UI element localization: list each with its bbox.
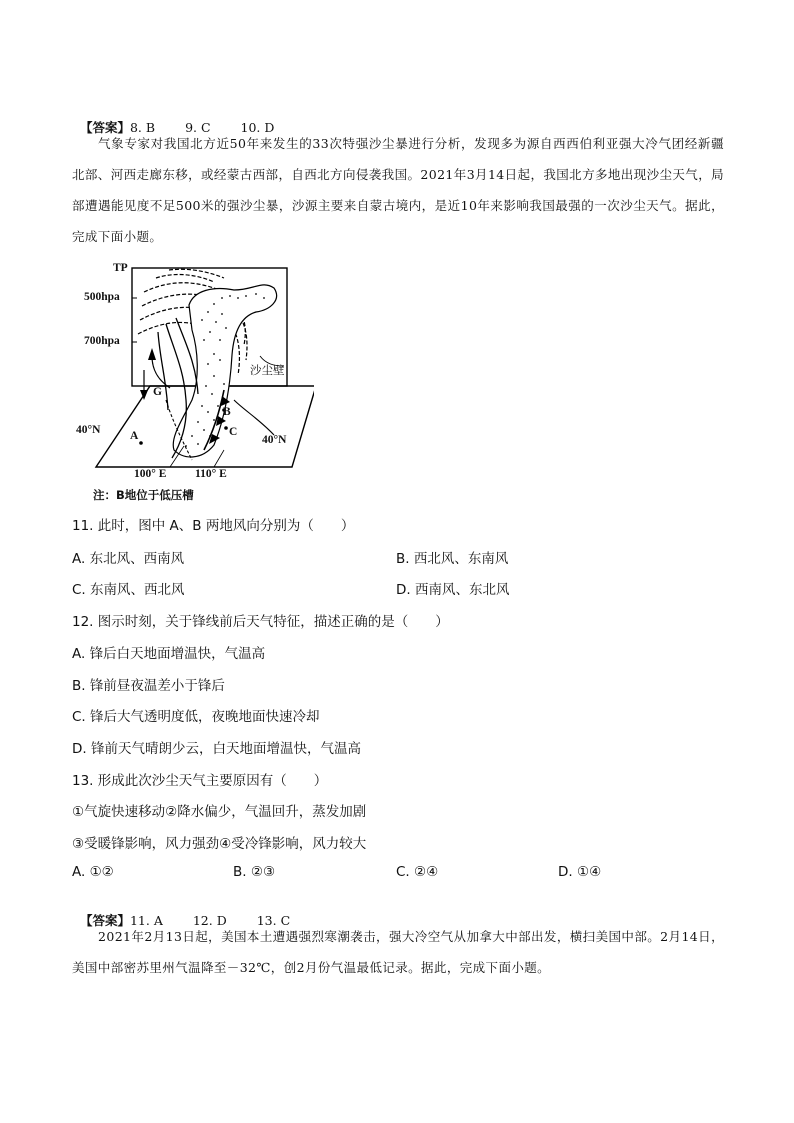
figure-note: 注：B地位于低压槽 — [93, 488, 194, 502]
label-tp: TP — [113, 262, 128, 274]
q13-option-a: A. ①② — [72, 864, 114, 880]
weather-figure — [74, 260, 314, 485]
q11-option-a: A. 东北风、西南风 — [72, 551, 185, 567]
label-700hpa: 700hpa — [84, 335, 120, 347]
label-c: C — [229, 426, 238, 438]
answer-label: 【答案】 — [79, 120, 130, 135]
q13-option-c: C. ②④ — [396, 864, 439, 880]
label-g: G — [153, 386, 162, 398]
question-11-stem: 11. 此时，图中 A、B 两地风向分别为（ ） — [72, 518, 355, 534]
answer-item: 9. C — [185, 120, 211, 135]
label-a: A — [130, 430, 139, 442]
q12-option-c: C. 锋后大气透明度低，夜晚地面快速冷却 — [72, 709, 320, 725]
question-13-stem: 13. 形成此次沙尘天气主要原因有（ ） — [72, 773, 328, 789]
q12-option-d: D. 锋前天气晴朗少云，白天地面增温快，气温高 — [72, 741, 361, 757]
q13-option-d: D. ①④ — [558, 864, 602, 880]
label-lon-100: 100° E — [134, 468, 167, 480]
label-lat-left: 40°N — [76, 424, 101, 436]
answer-label: 【答案】 — [79, 913, 130, 928]
q11-option-b: B. 西北风、东南风 — [396, 551, 509, 567]
q11-option-d: D. 西南风、东北风 — [396, 582, 510, 598]
label-500hpa: 500hpa — [84, 291, 120, 303]
intro-paragraph-2: 2021年2月13日起，美国本土遭遇强烈寒潮袭击，强大冷空气从加拿大中部出发，横扫美国中部。2月14日，美国中部密苏里州气温降至－32℃，创2月份气温最低记录。据此，完成下面小题。 — [72, 929, 724, 975]
q13-statement-line-1: ①气旋快速移动②降水偏少，气温回升，蒸发加剧 — [72, 804, 367, 820]
label-lat-right: 40°N — [262, 434, 287, 446]
answer-item: 11. A — [129, 913, 163, 928]
q12-option-a: A. 锋后白天地面增温快，气温高 — [72, 646, 266, 662]
q11-option-c: C. 东南风、西北风 — [72, 582, 185, 598]
q12-option-b: B. 锋前昼夜温差小于锋后 — [72, 678, 225, 694]
intro-paragraph-1: 气象专家对我国北方近50年来发生的33次特强沙尘暴进行分析，发现多为源自西西伯利亚强大冷气团经新疆北部、河西走廊东移，或经蒙古西部，自西北方向侵袭我国。2021年3月14日起，我国北方多地出现沙尘天气，局部遭遇能见度不足500米的强沙尘暴，沙源主要来自蒙古境内，是近10年来影响我国最强的一次沙尘天气。据此，完成下面小题。 — [72, 136, 724, 244]
label-dust-wall: 沙尘壁 — [250, 363, 285, 377]
q13-option-b: B. ②③ — [233, 864, 276, 880]
answer-item: 13. C — [256, 913, 291, 928]
question-12-stem: 12. 图示时刻，关于锋线前后天气特征，描述正确的是（ ） — [72, 614, 449, 630]
label-lon-110: 110° E — [195, 468, 227, 480]
q13-statement-line-2: ③受暖锋影响，风力强劲④受冷锋影响，风力较大 — [72, 836, 367, 852]
answer-item: 8. B — [129, 120, 156, 135]
answer-item: 10. D — [240, 120, 275, 135]
answer-item: 12. D — [192, 913, 227, 928]
label-b: B — [223, 406, 231, 418]
